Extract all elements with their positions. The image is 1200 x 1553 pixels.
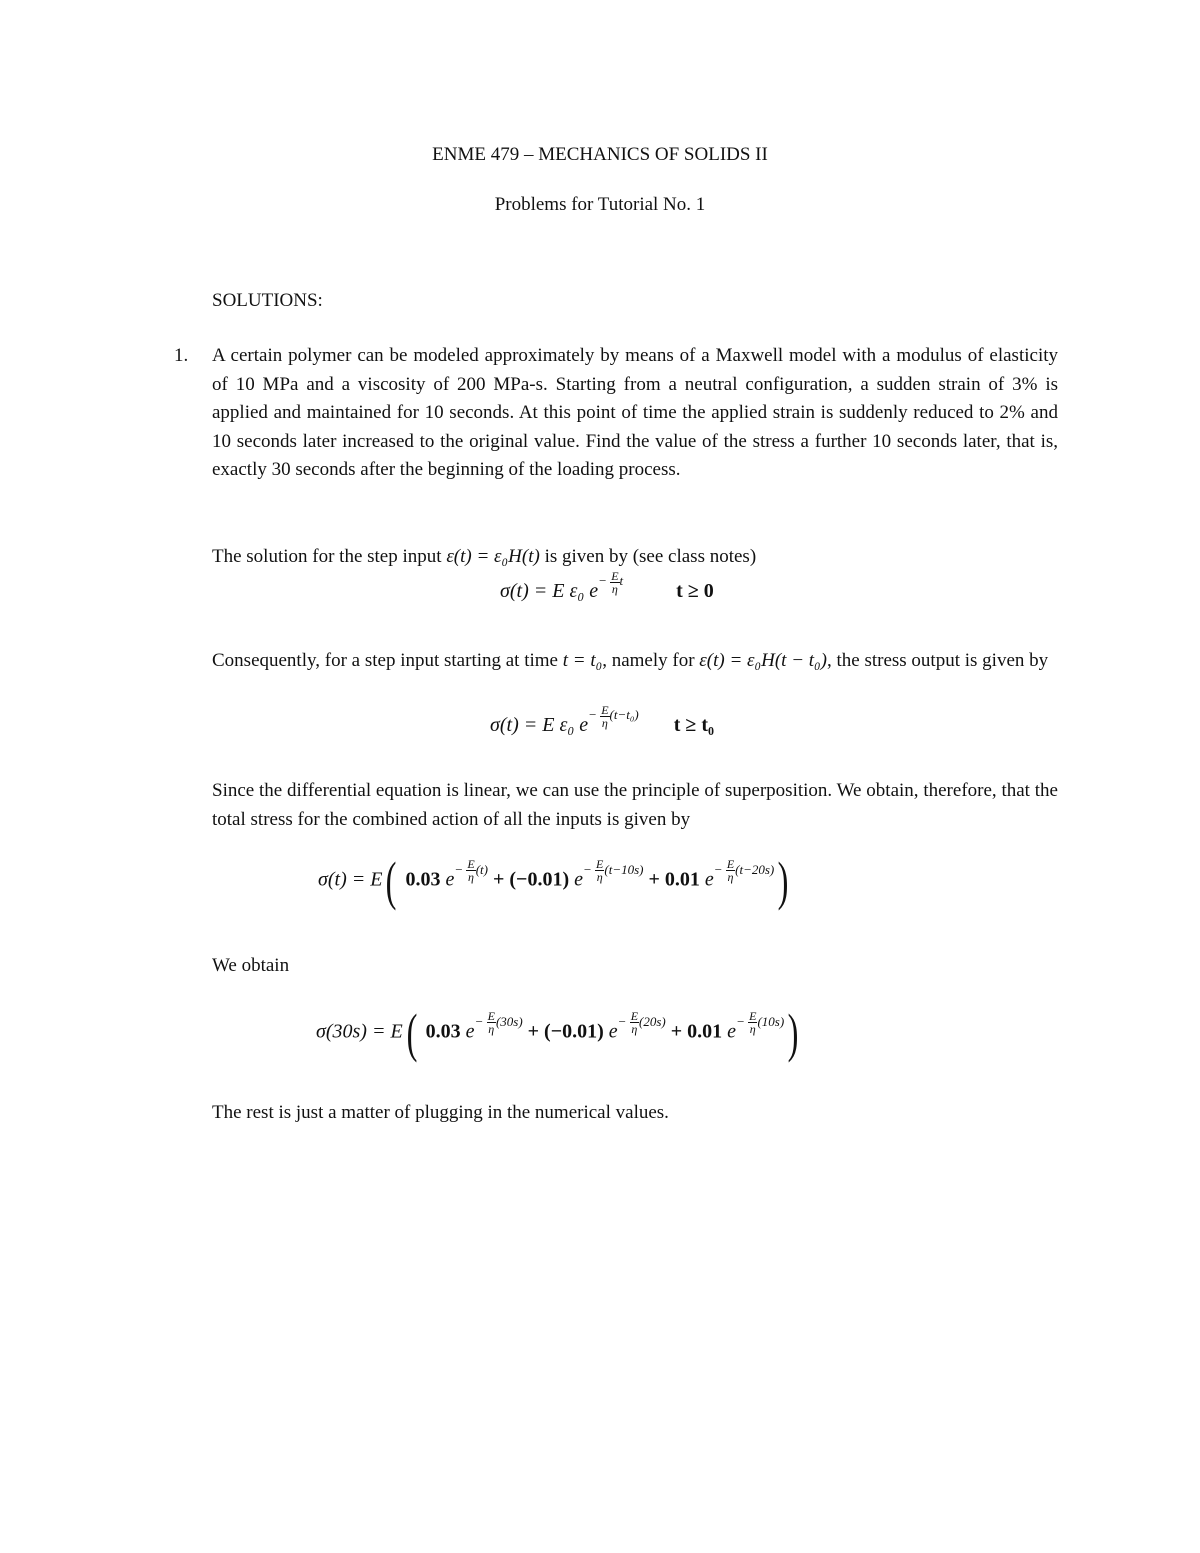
superposition-paragraph: Since the differential equation is linear, we can use the principle of superposition. We obtain, therefore, that the total stress for the combined action of all the inputs is given by <box>212 780 1058 830</box>
consequently-paragraph: Consequently, for a step input starting at time t = t₀, namely for ε(t) = ε₀H(t − t₀), the stress output is given by <box>212 650 1049 671</box>
equation-step-response: σ(t) = E ε₀ $e^{- \frac{E}{\eta} t}$ t ≥ 0 <box>500 568 714 602</box>
closing-sentence: The rest is just a matter of plugging in the numerical values. <box>212 1102 669 1123</box>
step-input-sentence: The solution for the step input ε(t) = ε₀H(t) is given by (see class notes) <box>212 546 757 567</box>
we-obtain-label: We obtain <box>212 955 290 976</box>
step-input-math: ε(t) = ε₀H(t) <box>446 546 540 567</box>
equation-superposition: σ(t) = E( 0.03 $e^{- \frac{E}{\eta} (t)} + (-0.01) e^{- \frac{E}{\eta} (t-10s)} + 0.01$ $e^{- \frac{E}{\eta} (t-20s)}$) <box>318 851 789 911</box>
document-title: ENME 479 – MECHANICS OF SOLIDS II <box>432 144 768 165</box>
problem-number: 1. <box>174 345 189 366</box>
document-subtitle: Problems for Tutorial No. 1 <box>494 194 706 215</box>
equation-shifted-step-response: σ(t) = E ε₀ $e^{- \frac{E}{\eta} (t-t_0)}$ t ≥ t₀ <box>490 702 715 736</box>
equation-at-30s: σ(30s) = E( 0.03 $e^{- \frac{E}{\eta} (30s)} + (-0.01) e^{- \frac{E}{\eta} (20s)} + 0.01$ $e^{- \frac{E}{\eta} (10s)}$) <box>316 1003 799 1063</box>
solutions-label: SOLUTIONS: <box>212 290 323 311</box>
problem-text: A certain polymer can be modeled approximately by means of a Maxwell model with a modulus of elasticity of 10 MPa and a viscosity of 200 MPa-s. Starting from a neutral configuration, a sudden strain of 3% is applied and maintained for 10 seconds. At this point of time the applied strain is suddenly reduced to 2% and 10 seconds later increased to the original value. Find the value of the stress a further 10 seconds later, that is, exactly 30 seconds after the beginning of the loading process. <box>212 345 1058 481</box>
